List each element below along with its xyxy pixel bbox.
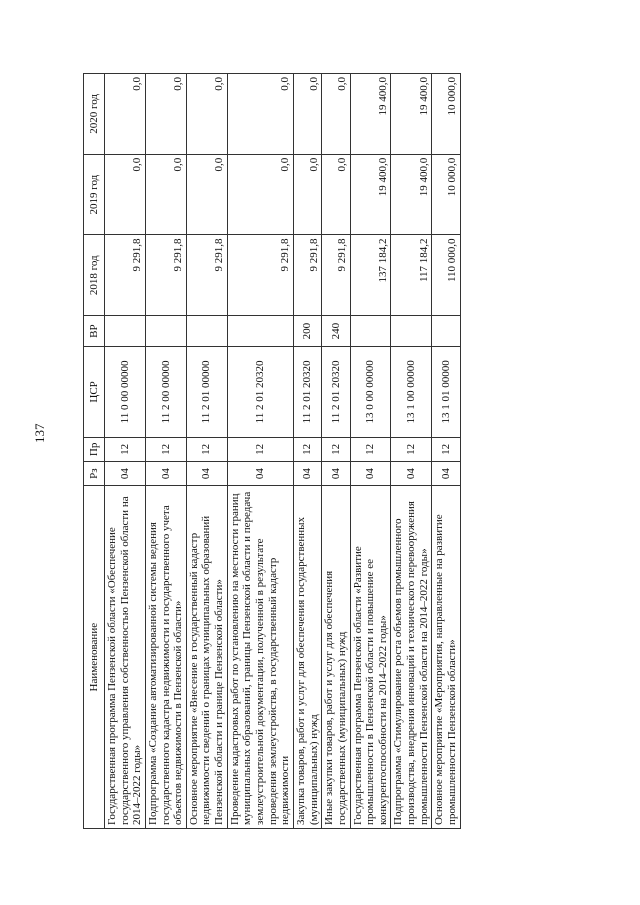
cell-vr (432, 316, 460, 347)
cell-vr (105, 316, 146, 347)
header-vr: ВР (84, 316, 105, 347)
cell-rz: 04 (105, 462, 146, 486)
cell-2020: 0,0 (293, 74, 321, 155)
cell-vr (186, 316, 227, 347)
cell-csr: 13 1 00 00000 (391, 347, 432, 438)
cell-2020: 0,0 (145, 74, 186, 155)
table-row (227, 74, 293, 829)
cell-2018: 110 000,0 (432, 235, 460, 316)
cell-name: Подпрограмма «Стимулирование роста объемов промышленного производства, внедрения инноваций и технического перевооружения промышленности Пензенской области на 2014–2022 годы» (391, 486, 432, 829)
cell-2019: 10 000,0 (432, 154, 460, 235)
cell-pr: 12 (432, 437, 460, 461)
cell-rz: 04 (186, 462, 227, 486)
cell-rz: 04 (145, 462, 186, 486)
table-row (293, 74, 321, 829)
cell-2020: 10 000,0 (432, 74, 460, 155)
cell-2019: 0,0 (186, 154, 227, 235)
cell-pr: 12 (145, 437, 186, 461)
cell-vr: 240 (322, 316, 350, 347)
cell-2019: 19 400,0 (350, 154, 391, 235)
header-2020: 2020 год (84, 74, 105, 155)
cell-pr: 12 (391, 437, 432, 461)
cell-2019: 0,0 (227, 154, 293, 235)
cell-vr (145, 316, 186, 347)
cell-2018: 9 291,8 (227, 235, 293, 316)
cell-name: Основное мероприятие «Мероприятия, направленные на развитие промышленности Пензенской области» (432, 486, 460, 829)
cell-rz: 04 (391, 462, 432, 486)
cell-csr: 11 0 00 00000 (105, 347, 146, 438)
table-row (186, 74, 227, 829)
cell-2018: 9 291,8 (186, 235, 227, 316)
cell-2020: 0,0 (186, 74, 227, 155)
cell-2020: 0,0 (322, 74, 350, 155)
cell-2018: 9 291,8 (293, 235, 321, 316)
cell-2019: 0,0 (293, 154, 321, 235)
cell-csr: 11 2 01 00000 (186, 347, 227, 438)
cell-name: Государственная программа Пензенской области «Развитие промышленности в Пензенской области и повышение ее конкурентоспособности на 2014–2022 годы» (350, 486, 391, 829)
table-row (322, 74, 350, 829)
table-row (145, 74, 186, 829)
header-pr: Пр (84, 437, 105, 461)
cell-pr: 12 (186, 437, 227, 461)
cell-rz: 04 (432, 462, 460, 486)
budget-table (83, 73, 461, 829)
cell-name: Основное мероприятие «Внесение в государственный кадастр недвижимости сведений о границах муниципальных образований Пензенской области и границе Пензенской области» (186, 486, 227, 829)
table-row (105, 74, 146, 829)
cell-name: Проведение кадастровых работ по установлению на местности границ муниципальных образований, границы Пензенской области и передача землеустроительной документации, полученной в результате проведения землеустройства, в государственный кадастр недвижимости (227, 486, 293, 829)
cell-vr: 200 (293, 316, 321, 347)
cell-pr: 12 (350, 437, 391, 461)
page-number: 137 (32, 423, 47, 443)
cell-name: Подпрограмма «Создание автоматизированной системы ведения государственного кадастра недвижимости и государственного учета объектов недвижимости в Пензенской области» (145, 486, 186, 829)
header-name: Наименование (84, 486, 105, 829)
cell-vr (227, 316, 293, 347)
cell-2020: 19 400,0 (391, 74, 432, 155)
cell-2020: 19 400,0 (350, 74, 391, 155)
cell-rz: 04 (350, 462, 391, 486)
cell-2020: 0,0 (227, 74, 293, 155)
cell-2019: 0,0 (145, 154, 186, 235)
cell-2018: 9 291,8 (105, 235, 146, 316)
header-csr: ЦСР (84, 347, 105, 438)
cell-vr (350, 316, 391, 347)
cell-pr: 12 (227, 437, 293, 461)
cell-csr: 13 0 00 00000 (350, 347, 391, 438)
cell-csr: 11 2 01 20320 (227, 347, 293, 438)
cell-pr: 12 (293, 437, 321, 461)
cell-2020: 0,0 (105, 74, 146, 155)
cell-2018: 9 291,8 (322, 235, 350, 316)
header-rz: Рз (84, 462, 105, 486)
table-row (432, 74, 460, 829)
cell-vr (391, 316, 432, 347)
cell-2018: 137 184,2 (350, 235, 391, 316)
cell-2018: 9 291,8 (145, 235, 186, 316)
cell-name: Государственная программа Пензенской области «Обеспечение государственного управления собственностью Пензенской области на 2014–2022 годы» (105, 486, 146, 829)
header-2019: 2019 год (84, 154, 105, 235)
cell-pr: 12 (105, 437, 146, 461)
table-body (105, 74, 461, 829)
cell-2019: 19 400,0 (391, 154, 432, 235)
cell-csr: 11 2 00 00000 (145, 347, 186, 438)
cell-name: Иные закупки товаров, работ и услуг для обеспечения государственных (муниципальных) нужд (322, 486, 350, 829)
cell-rz: 04 (293, 462, 321, 486)
cell-rz: 04 (227, 462, 293, 486)
cell-csr: 11 2 01 20320 (322, 347, 350, 438)
header-2018: 2018 год (84, 235, 105, 316)
cell-2019: 0,0 (105, 154, 146, 235)
table-row (350, 74, 391, 829)
budget-table-container (83, 73, 545, 829)
cell-pr: 12 (322, 437, 350, 461)
cell-csr: 11 2 01 20320 (293, 347, 321, 438)
cell-name: Закупка товаров, работ и услуг для обеспечения государственных (муниципальных) нужд (293, 486, 321, 829)
table-header-row (84, 74, 105, 829)
cell-rz: 04 (322, 462, 350, 486)
cell-csr: 13 1 01 00000 (432, 347, 460, 438)
table-row (391, 74, 432, 829)
cell-2019: 0,0 (322, 154, 350, 235)
cell-2018: 117 184,2 (391, 235, 432, 316)
